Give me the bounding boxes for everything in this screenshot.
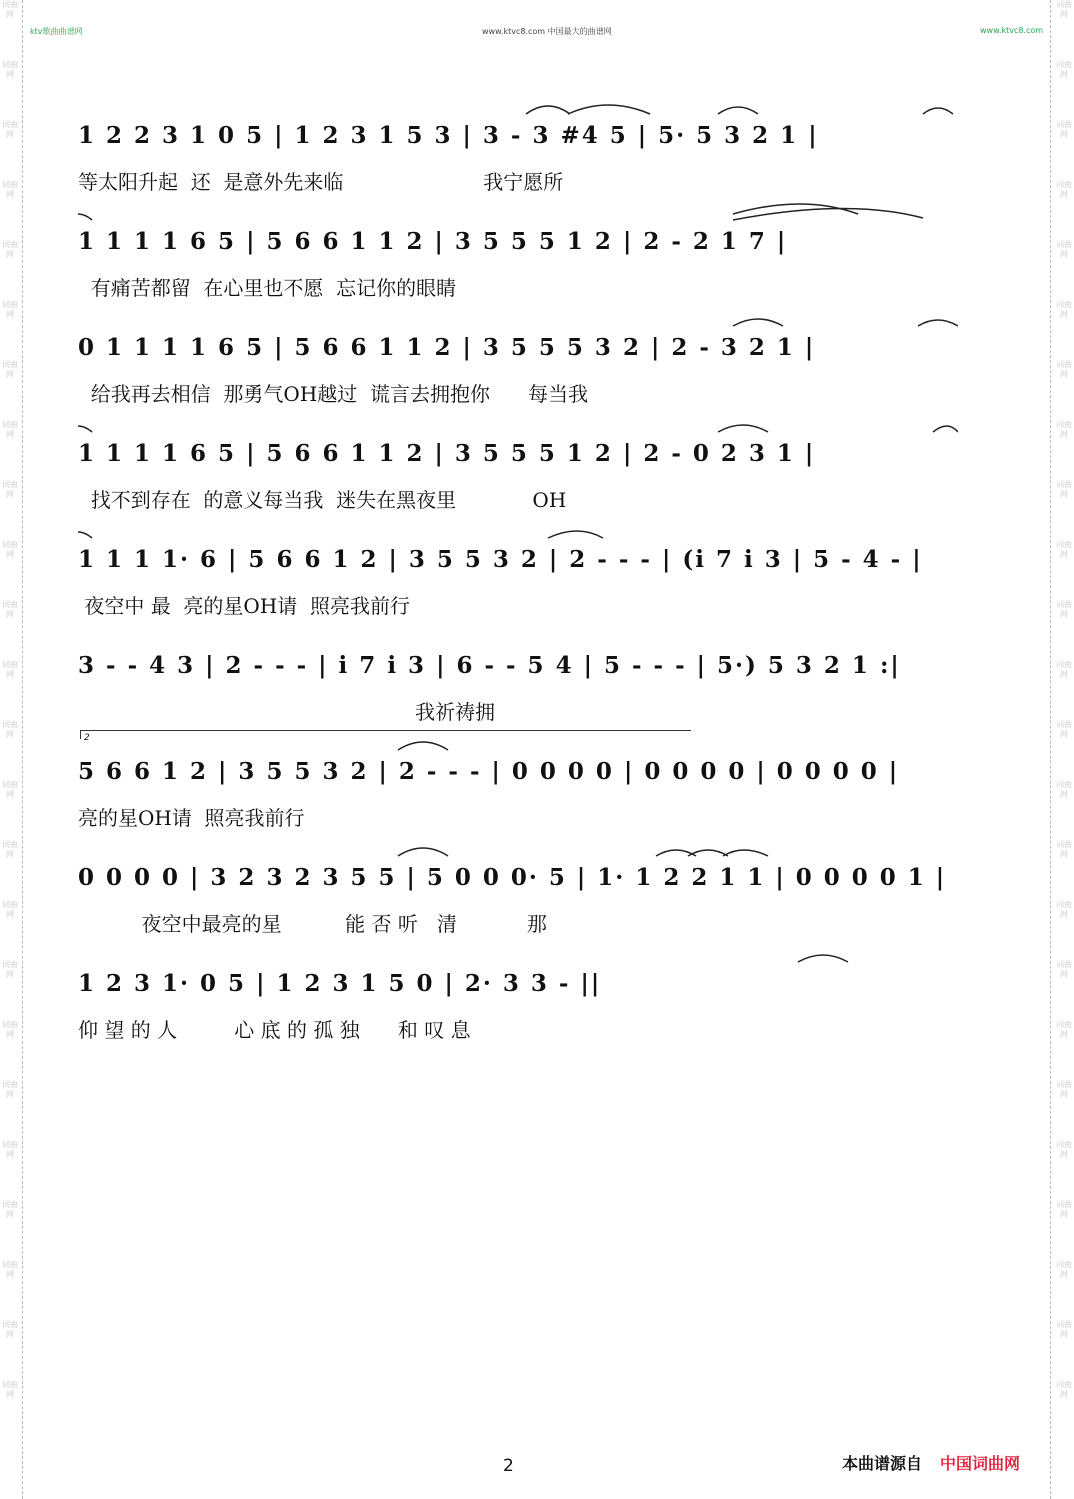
header-left-link[interactable]: ktv歌曲曲谱网 — [30, 27, 83, 36]
lyric-text: 仰 望 的 人 心 底 的 孤 独 和 叹 息 — [78, 1018, 471, 1042]
lyric-text: 夜空中 最 亮的星OH请 照亮我前行 — [78, 594, 410, 618]
watermark-column-left: 词曲网 词曲网 词曲网 词曲网 词曲网 词曲网 词曲网 词曲网 词曲网 词曲网 词曲网 词曲网 词曲网 词曲网 词曲网 词曲网 词曲网 词曲网 词曲网 词曲网 词曲网 词曲网 词曲网 词曲网 — [2, 0, 18, 1399]
lyric-text: 我祈祷拥 — [78, 700, 495, 724]
lyric-text: 亮的星OH请 照亮我前行 — [78, 806, 305, 830]
notation-text: 0 0 0 0 | 3 2 3 2 3 5 5 | 5 0 0 0· 5 | 1· 1 2 2 1 1 | 0 0 0 0 1 | — [78, 864, 947, 891]
right-margin-line — [1050, 0, 1051, 1499]
notation-text: 5 6 6 1 2 | 3 5 5 3 2 | 2 - - - | 0 0 0 0 | 0 0 0 0 | 0 0 0 0 | — [78, 758, 900, 785]
source-label: 本曲谱源自 — [842, 1454, 923, 1473]
lyric-text: 找不到存在 的意义每当我 迷失在黑夜里 OH — [78, 488, 567, 512]
lyric-text: 等太阳升起 还 是意外先来临 我宁愿所 — [78, 170, 564, 194]
header-center-text: www.ktvc8.com 中国最大的曲谱网 — [482, 27, 612, 36]
notation-text: 1 1 1 1· 6 | 5 6 6 1 2 | 3 5 5 3 2 | 2 - - - | (i 7 i 3 | 5 - 4 - | — [78, 546, 923, 573]
notation-text: 0 1 1 1 1 6 5 | 5 6 6 1 1 2 | 3 5 5 5 3 2 | 2 - 3 2 1 | — [78, 334, 816, 361]
lyric-text: 有痛苦都留 在心里也不愿 忘记你的眼睛 — [78, 276, 457, 300]
notation-text: 3 - - 4 3 | 2 - - - | i 7 i 3 | 6 - - 5 4 | 5 - - - | 5·) 5 3 2 1 :| — [78, 652, 901, 679]
volta-number: 2 — [84, 733, 90, 743]
notation-text: 1 2 3 1· 0 5 | 1 2 3 1 5 0 | 2· 3 3 - || — [78, 970, 602, 997]
source-credit — [842, 1451, 1020, 1474]
header-right-link[interactable]: www.ktvc8.com — [980, 26, 1044, 35]
notation-text: 1 2 2 3 1 0 5 | 1 2 3 1 5 3 | 3 - 3 #4 5 | 5· 5 3 2 1 | — [78, 122, 819, 149]
lyric-text: 夜空中最亮的星 能 否 听 清 那 — [78, 912, 547, 936]
page-number: 2 — [503, 1456, 514, 1476]
score-line-5 — [78, 546, 958, 636]
notation-text: 1 1 1 1 6 5 | 5 6 6 1 1 2 | 3 5 5 5 1 2 | 2 - 0 2 3 1 | — [78, 440, 816, 467]
left-margin-line — [22, 0, 23, 1499]
score-line-9 — [78, 970, 958, 1060]
source-site-link[interactable]: 中国词曲网 — [940, 1454, 1021, 1473]
notation-text: 1 1 1 1 6 5 | 5 6 6 1 1 2 | 3 5 5 5 1 2 | 2 - 2 1 7 | — [78, 228, 788, 255]
lyric-text: 给我再去相信 那勇气OH越过 谎言去拥抱你 每当我 — [78, 382, 589, 406]
watermark-column-right: 词曲网 词曲网 词曲网 词曲网 词曲网 词曲网 词曲网 词曲网 词曲网 词曲网 词曲网 词曲网 词曲网 词曲网 词曲网 词曲网 词曲网 词曲网 词曲网 词曲网 词曲网 词曲网 词曲网 词曲网 — [1056, 0, 1072, 1399]
